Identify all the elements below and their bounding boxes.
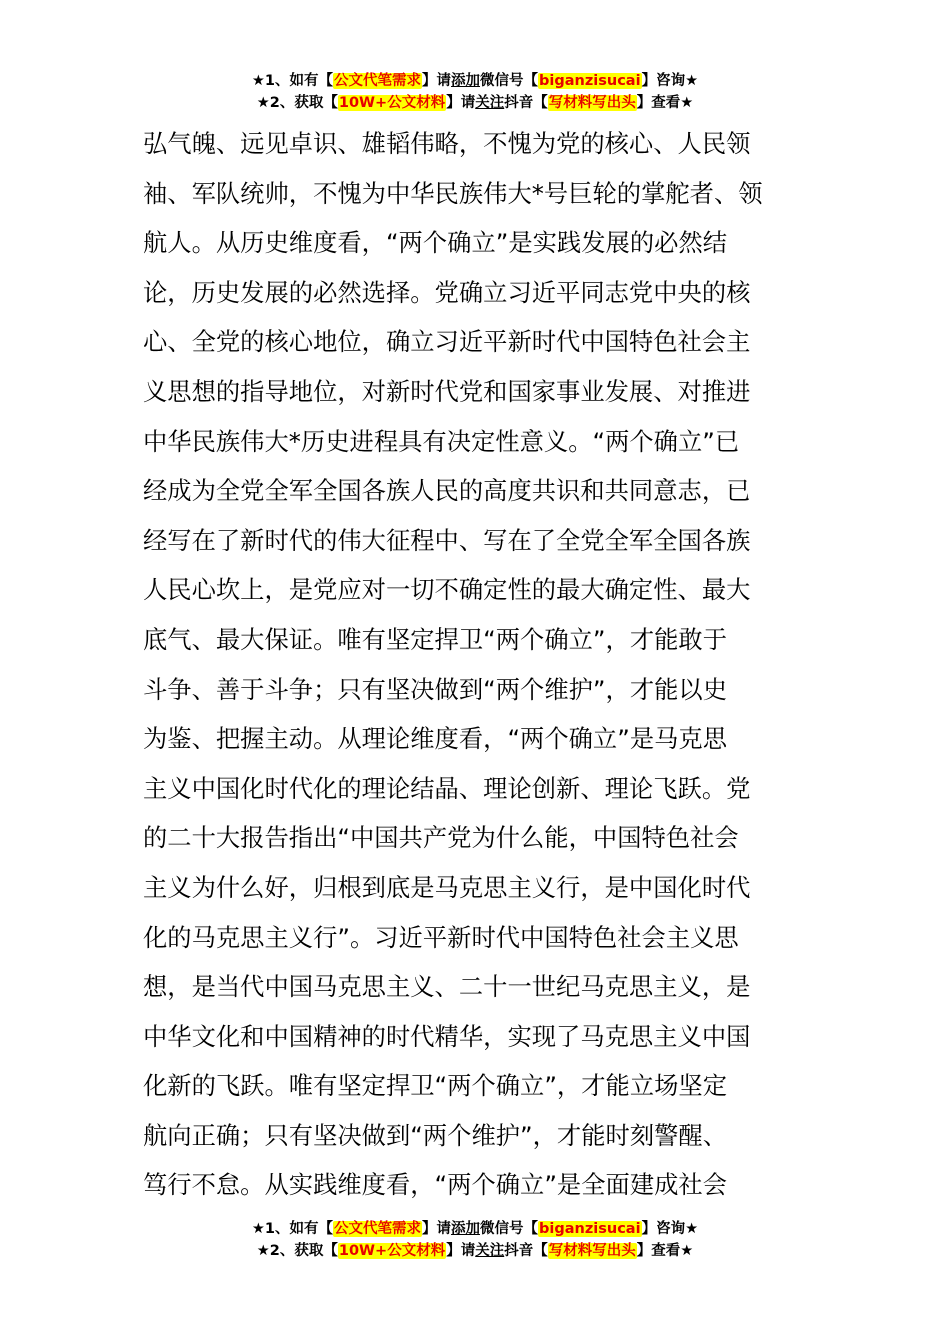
banner-text: ★1、如有【 <box>251 73 334 89</box>
text-line: 中华文化和中国精神的时代精华，实现了马克思主义中国 <box>143 1021 751 1051</box>
banner-text: 】查看★ <box>636 1243 694 1259</box>
banner-line-1 <box>0 1218 950 1240</box>
text-line: 主义中国化时代化的理论结晶、理论创新、理论飞跃。党 <box>143 773 751 803</box>
text-line: 经成为全党全军全国各族人民的高度共识和共同意志，已 <box>143 476 751 506</box>
banner-text: 微信号【 <box>480 1221 539 1237</box>
text-line: 袖、军队统帅，不愧为中华民族伟大*号巨轮的掌舵者、领 <box>143 178 763 208</box>
banner-text: 】咨询★ <box>641 73 699 89</box>
document-body <box>143 119 813 1210</box>
text-line: 心、全党的核心地位，确立习近平新时代中国特色社会主 <box>143 327 751 357</box>
highlight-douyin-account: 写材料写出头 <box>548 95 636 111</box>
text-line: 斗争、善于斗争；只有坚决做到“两个维护”，才能以史 <box>143 674 728 704</box>
banner-text: 】请 <box>422 1221 452 1237</box>
banner-text: ★2、获取【 <box>256 95 338 111</box>
text-line: 航向正确；只有坚决做到“两个维护”，才能时刻警醒、 <box>143 1120 728 1150</box>
highlight-materials: 10W+公文材料 <box>338 1243 446 1259</box>
underlined-word: 添加 <box>451 1221 481 1237</box>
text-line: 弘气魄、远见卓识、雄韬伟略，不愧为党的核心、人民领 <box>143 129 751 158</box>
text-line: 化的马克思主义行”。习近平新时代中国特色社会主义思 <box>143 922 739 952</box>
highlight-wechat-id: biganzisucai <box>539 1221 641 1237</box>
highlight-service: 公文代笔需求 <box>334 73 422 89</box>
text-line: 义思想的指导地位，对新时代党和国家事业发展、对推进 <box>143 376 751 406</box>
banner-text: 】咨询★ <box>641 1221 699 1237</box>
highlight-douyin-account: 写材料写出头 <box>548 1243 636 1259</box>
text-line: 想，是当代中国马克思主义、二十一世纪马克思主义，是 <box>143 972 751 1002</box>
text-line: 底气、最大保证。唯有坚定捍卫“两个确立”，才能敢于 <box>143 624 728 654</box>
banner-text: ★1、如有【 <box>251 1221 334 1237</box>
text-line: 为鉴、把握主动。从理论维度看，“两个确立”是马克思 <box>143 724 728 754</box>
banner-text: ★2、获取【 <box>256 1243 338 1259</box>
banner-text: 微信号【 <box>480 73 539 89</box>
banner-text: 】请 <box>422 73 452 89</box>
text-line: 人民心坎上，是党应对一切不确定性的最大确定性、最大 <box>143 575 751 605</box>
text-line: 经写在了新时代的伟大征程中、写在了全党全军全国各族 <box>143 525 751 555</box>
banner-text: 】请 <box>446 1243 476 1259</box>
banner-text: 抖音【 <box>504 95 548 111</box>
highlight-wechat-id: biganzisucai <box>539 73 641 89</box>
banner-text: 抖音【 <box>504 1243 548 1259</box>
footer-banner <box>0 1218 950 1262</box>
banner-text: 】查看★ <box>636 95 694 111</box>
header-banner <box>0 70 950 114</box>
text-line: 航人。从历史维度看，“两个确立”是实践发展的必然结 <box>143 228 728 258</box>
text-line: 笃行不怠。从实践维度看，“两个确立”是全面建成社会 <box>143 1170 728 1200</box>
underlined-word: 关注 <box>475 95 505 111</box>
underlined-word: 关注 <box>475 1243 505 1259</box>
banner-text: 】请 <box>446 95 476 111</box>
text-line: 的二十大报告指出“中国共产党为什么能，中国特色社会 <box>143 823 739 853</box>
banner-line-2 <box>0 1240 950 1262</box>
highlight-materials: 10W+公文材料 <box>338 95 446 111</box>
text-line: 化新的飞跃。唯有坚定捍卫“两个确立”，才能立场坚定 <box>143 1071 728 1101</box>
banner-line-2 <box>0 92 950 114</box>
text-line: 主义为什么好，归根到底是马克思主义行，是中国化时代 <box>143 872 751 902</box>
banner-line-1 <box>0 70 950 92</box>
highlight-service: 公文代笔需求 <box>334 1221 422 1237</box>
underlined-word: 添加 <box>451 73 481 89</box>
text-line: 中华民族伟大*历史进程具有决定性意义。“两个确立”已 <box>143 426 740 456</box>
text-line: 论，历史发展的必然选择。党确立习近平同志党中央的核 <box>143 277 751 307</box>
